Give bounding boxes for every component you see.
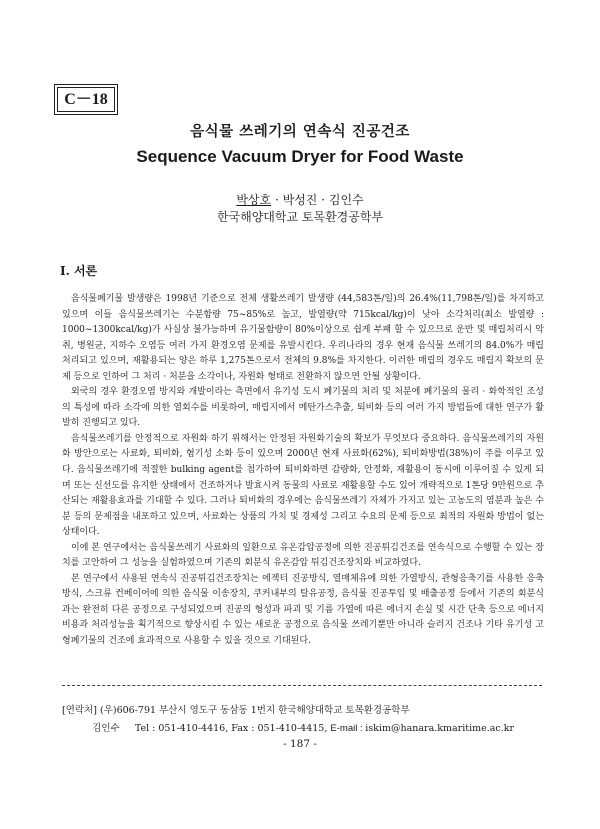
paper-code-box: C－18: [57, 87, 115, 112]
contact-label: [연락처]: [62, 705, 97, 716]
author-first: 박상호: [236, 193, 272, 207]
contact-name: 김인수: [92, 723, 120, 734]
section-heading-introduction: Ⅰ. 서론: [60, 264, 98, 278]
fax-number: 051-410-4415: [257, 723, 325, 734]
paragraph: 음식물쓰레기를 안정적으로 자원화 하기 위해서는 안정된 자원화기술의 확보가 무엇보다 중요하다. 음식물쓰레기의 자원화 방안으로는 사료화, 퇴비화, 혐기성 소화 등이 있으며 2000년 현재 사료화(62%), 퇴비화방법(38%)이 주를 이루고 있다. 음식물쓰레기에 적절한 bulking agent를 첨가하여 퇴비화하면 감량화, 안정화, 재활용이 동시에 이루어질 수 있게 되며 또는 신선도를 유지한 상태에서 건조하거나 발효시켜 동물의 사료로 재활용할 수도 있어 개략적으로 1톤당 9만원으로 추산되는 재활용효과를 기대할 수 있다. 그러나 퇴비화의 경우에는 음식물쓰레기 자체가 가지고 있는 고농도의 염분과 높은 수분 등의 문제점을 내포하고 있으며, 사료화는 상품의 가치 및 경제성 그리고 수요의 문제 등으로 최적의 자원화 방법이 없는 상태이다.: [62, 433, 544, 538]
footer-divider: [62, 685, 542, 686]
contact-address: (우)606-791 부산시 영도구 동삼동 1번지 한국해양대학교 토목환경공학부: [99, 705, 410, 716]
paragraph: 본 연구에서 사용된 연속식 진공튀김건조장치는 에젝터 진공방식, 열매체유에 의한 가열방식, 관형응축기를 사용한 응축방식, 스크류 컨베이어에 의한 음식물 이송장치, 쿠커내부의 탈유공정, 음식물 진공투입 및 배출공정 등에서 기존의 회분식과는 완전히 다른 공정으로 구성되었으며 진공의 형성과 파괴 및 기름 가열에 따른 에너지 손실 및 시간 단축 등으로 에너지 비용과 처리성능을 획기적으로 향상시킬 수 있는 새로운 공정으로 음식물 쓰레기뿐만 아니라 슬러지 건조나 기타 유기성 고형폐기물의 건조에 효과적으로 사용할 수 있을 것으로 기대된다.: [62, 573, 544, 647]
author-separator: ·: [321, 193, 326, 207]
contact-details-line: 김인수 Tel : 051-410-4416, Fax : 051-410-4415, E-mail : iskim@hanara.kmaritime.ac.kr: [92, 723, 515, 734]
affiliation: 한국해양대학교 토목환경공학부: [216, 210, 384, 224]
fax-label: Fax :: [231, 723, 258, 734]
contact-address-line: [62, 702, 410, 716]
author-third: 김인수: [328, 193, 364, 207]
title-korean: 음식물 쓰레기의 연속식 진공건조: [190, 123, 410, 140]
author-second: 박성진: [282, 193, 318, 207]
tel-label: Tel :: [134, 723, 159, 734]
author-separator: ·: [274, 193, 279, 207]
email-address: iskim@hanara.kmaritime.ac.kr: [365, 723, 515, 734]
body-text: [62, 292, 544, 650]
paragraph: 이에 본 연구에서는 음식물쓰레기 사료화의 일환으로 유온감압공정에 의한 진공튀김건조를 연속식으로 수행할 수 있는 장치를 고안하여 그 성능을 실험하였으며 기존의 회분식 유온감압 튀김건조장치와 비교하였다.: [62, 542, 544, 569]
tel-number: 051-410-4416: [158, 723, 226, 734]
paragraph: 외국의 경우 환경오염 방지와 개발이라는 측면에서 유기성 도시 폐기물의 처리 및 처분에 폐기물의 물리 · 화학적인 조성의 특성에 따라 소각에 의한 열회수를 비롯하여, 매립지에서 메탄가스추출, 퇴비화 등의 여러 가지 방법들에 대한 연구가 활발히 진행되고 있다.: [62, 387, 544, 429]
paragraph: 음식물폐기물 발생량은 1998년 기준으로 전체 생활쓰레기 발생량 (44,583톤/일)의 26.4%(11,798톤/일)를 차지하고 있으며 이들 음식물쓰레기는 수분함량 75~85%로 높고, 발열량(약 715kcal/kg)이 낮아 소각처리(최소 발열량 : 1000~1300kcal/kg)가 사실상 불가능하며 유기물함량이 80%이상으로 쉽게 부패 할 수 있으므로 운반 및 매립처리시 악취, 병원균, 지하수 오염등 여러 가지 환경오염 문제를 유발시킨다. 우리나라의 경우 현재 음식물 쓰레기의 84.0%가 매립 처리되고 있으며, 재활용되는 양은 하루 1,275톤으로서 전체의 9.8%를 차지한다. 이러한 매립의 경우도 매립지 확보의 문제 등으로 인하여 그 처리 · 처분을 소각이나, 자원화 형태로 전환하지 않으면 안될 상황이다.: [62, 294, 544, 382]
page-number: - 187 -: [283, 738, 317, 750]
email-label: E-mail :: [330, 723, 366, 734]
author-list: [0, 191, 600, 208]
title-english: Sequence Vacuum Dryer for Food Waste: [136, 147, 464, 166]
